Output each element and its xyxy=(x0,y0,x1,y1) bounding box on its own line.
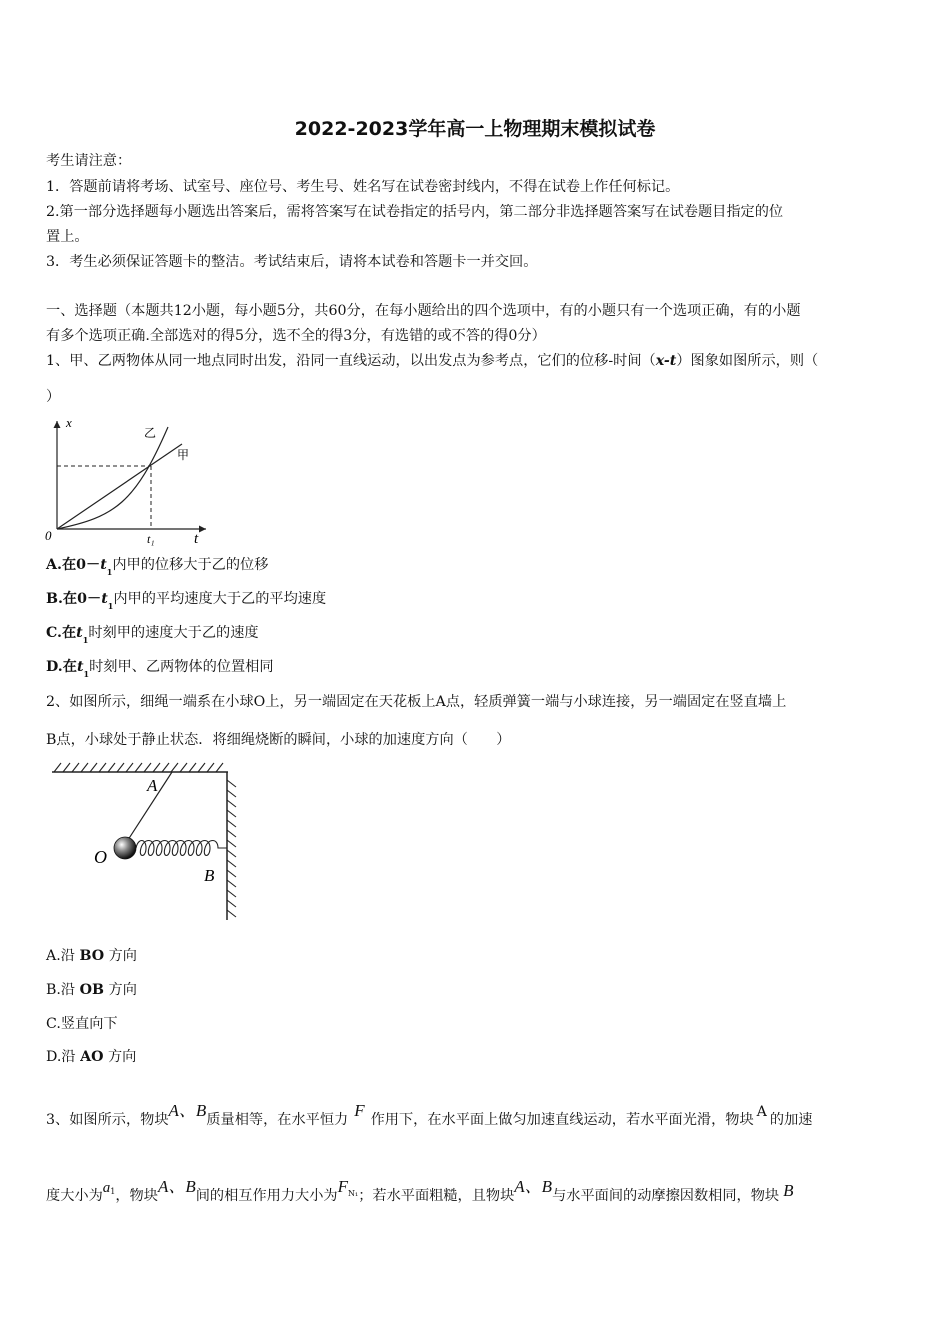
line-jia xyxy=(57,444,182,529)
page-title: 2022-2023学年高一上物理期末模拟试卷 xyxy=(294,118,656,140)
label-b: B xyxy=(204,866,215,885)
label-jia: 甲 xyxy=(177,448,190,462)
notice-heading: 考生请注意： xyxy=(46,153,132,169)
q1-xt-graph xyxy=(40,413,220,548)
x-axis-label: t xyxy=(194,531,199,547)
label-a: A xyxy=(147,776,158,795)
notice-item-3: 3．考生必须保证答题卡的整洁。考试结束后，请将本试卷和答题卡一并交回。 xyxy=(46,254,538,270)
ball-o xyxy=(114,837,136,859)
ceiling-hatching xyxy=(54,763,223,772)
q3-stem-line-1: 3、如图所示，物块A、B质量相等，在水平恒力 F 作用下，在水平面上做匀加速直线运动，若水平面光滑，物块 A 的加速 xyxy=(46,1101,813,1128)
label-o: O xyxy=(94,847,107,867)
notice-item-2-cont: 置上。 xyxy=(46,229,89,245)
notice-item-2: 2.第一部分选择题每小题选出答案后，需将答案写在试卷指定的括号内，第二部分非选择题答案写在试卷题目指定的位 xyxy=(46,204,784,220)
t1-tick-label: t₁ xyxy=(147,532,155,546)
spring xyxy=(136,841,227,856)
q1-option-b[interactable]: B.在$0-t_1$内甲的平均速度大于乙的平均速度 xyxy=(46,591,327,611)
curve-yi xyxy=(57,427,168,529)
label-yi: 乙 xyxy=(144,426,157,440)
q2-option-b[interactable]: B.沿 OB 方向 xyxy=(46,982,137,998)
q2-option-c[interactable]: C.竖直向下 xyxy=(46,1016,118,1032)
q1-option-c[interactable]: C.在$t_1$时刻甲的速度大于乙的速度 xyxy=(46,625,259,645)
q3-stem-line-2: 度大小为$a^1$，物块A、B间的相互作用力大小为$F^{N_1}$；若水平面粗糙，且物块A、B与水平面间的动摩擦因数相同，物块 B xyxy=(46,1177,794,1204)
section-heading-line-2: 有多个选项正确.全部选对的得5分，选不全的得3分，有选错的或不答的得0分） xyxy=(46,328,546,344)
q2-stem: 2、如图所示，细绳一端系在小球O上，另一端固定在天花板上A点，轻质弹簧一端与小球连接，另一端固定在竖直墙上 xyxy=(46,694,787,710)
q2-option-a[interactable]: A.沿 BO 方向 xyxy=(46,948,137,964)
notice-item-1: 1．答题前请将考场、试室号、座位号、考生号、姓名写在试卷密封线内，不得在试卷上作任何标记。 xyxy=(46,179,680,195)
q2-ball-spring-figure xyxy=(48,760,243,925)
q1-stem: 1、甲、乙两物体从同一地点同时出发，沿同一直线运动，以出发点为参考点，它们的位移-时间（x-t）图象如图所示，则（ xyxy=(46,353,819,369)
q2-option-d[interactable]: D.沿 AO 方向 xyxy=(46,1049,137,1065)
section-heading-line-1: 一、选择题（本题共12小题，每小题5分，共60分，在每小题给出的四个选项中，有的小题只有一个选项正确，有的小题 xyxy=(46,303,801,319)
origin-label: 0 xyxy=(45,528,52,543)
q1-stem-cont: ） xyxy=(46,389,61,405)
wall-hatching xyxy=(227,780,236,917)
q1-option-a[interactable]: A.在$0-t_1$内甲的位移大于乙的位移 xyxy=(46,557,269,577)
q1-option-d[interactable]: D.在$t_1$时刻甲、乙两物体的位置相同 xyxy=(46,659,274,679)
y-axis-label: x xyxy=(66,415,72,430)
q2-stem-cont: B点，小球处于静止状态．将细绳烧断的瞬间，小球的加速度方向（ ） xyxy=(46,732,511,748)
